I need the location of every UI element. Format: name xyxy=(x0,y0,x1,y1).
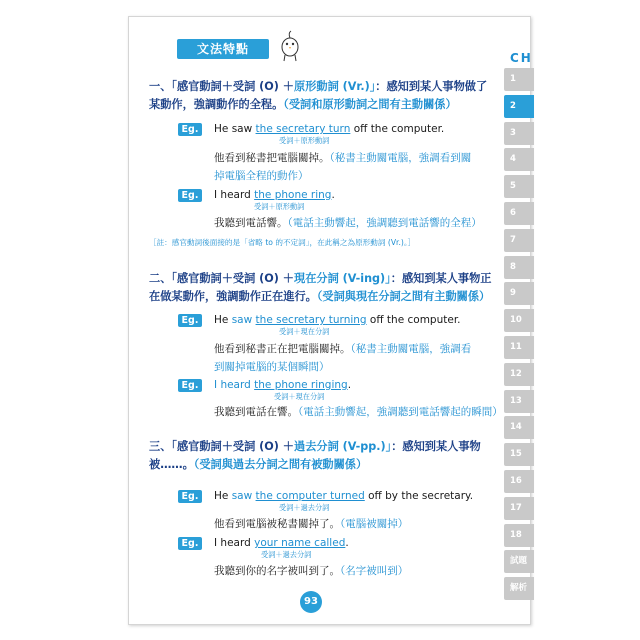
section-1-example-1-annotation: 受詞＋原形動詞 xyxy=(279,136,330,145)
chapter-tab-4[interactable]: 4 xyxy=(504,148,534,171)
section-3-example-2-english: I heard your name called. xyxy=(214,537,349,549)
eg-label: Eg. xyxy=(178,189,202,202)
chapter-tab-19[interactable]: 試題 xyxy=(504,550,534,573)
grammar-feature-badge: 文法特點 xyxy=(177,39,269,59)
chapter-tab-2[interactable]: 2 xyxy=(504,95,534,118)
chapter-tab-15[interactable]: 15 xyxy=(504,443,534,466)
chapter-tab-17[interactable]: 17 xyxy=(504,497,534,520)
section-3-heading-line-1: 三、「感官動詞＋受詞 (O) ＋過去分詞 (V-pp.)」：感知到某人事物 xyxy=(149,440,481,453)
chapter-tab-3[interactable]: 3 xyxy=(504,122,534,145)
section-2-heading-line-1: 二、「感官動詞＋受詞 (O) ＋現在分詞 (V-ing)」：感知到某人事物正 xyxy=(149,272,492,285)
chapter-tab-16[interactable]: 16 xyxy=(504,470,534,493)
chapter-tab-9[interactable]: 9 xyxy=(504,282,534,305)
section-1-example-2-english: I heard the phone ring. xyxy=(214,189,335,201)
section-1-example-2-chinese: 我聽到電話響。（電話主動響起，強調聽到電話響的全程） xyxy=(214,217,482,229)
section-1-example-1-english: He saw the secretary turn off the computer. xyxy=(214,123,445,135)
section-1-note: ［註：感官動詞後面接的是「省略 to 的不定詞」，在此稱之為原形動詞 (Vr.)。］ xyxy=(149,238,416,247)
section-3-example-1-annotation: 受詞＋過去分詞 xyxy=(279,503,330,512)
chapter-tab-11[interactable]: 11 xyxy=(504,336,534,359)
mascot-bird-icon xyxy=(276,29,304,63)
section-1-example-1-chinese-line-2: 掉電腦全程的動作） xyxy=(214,170,309,182)
section-3-example-2-chinese: 我聽到你的名字被叫到了。（名字被叫到） xyxy=(214,565,409,577)
section-1-example-2-annotation: 受詞＋原形動詞 xyxy=(254,202,305,211)
page-number: 93 xyxy=(300,591,322,613)
chapter-tab-12[interactable]: 12 xyxy=(504,363,534,386)
chapter-tab-13[interactable]: 13 xyxy=(504,390,534,413)
eg-label: Eg. xyxy=(178,490,202,503)
section-2-example-2-chinese: 我聽到電話在響。（電話主動響起，強調聽到電話響起的瞬間） xyxy=(214,406,503,418)
section-2-example-1-annotation: 受詞＋現在分詞 xyxy=(279,327,330,336)
eg-label: Eg. xyxy=(178,537,202,550)
eg-label: Eg. xyxy=(178,314,202,327)
chapter-tab-20[interactable]: 解析 xyxy=(504,577,534,600)
section-1-heading-line-1: 一、「感官動詞＋受詞 (O) ＋原形動詞 (Vr.)」：感知到某人事物做了 xyxy=(149,80,488,93)
section-1-example-1-chinese-line-1: 他看到秘書把電腦關掉。（秘書主動關電腦，強調看到關 xyxy=(214,152,472,164)
section-3-example-1-chinese: 他看到電腦被秘書關掉了。（電腦被關掉） xyxy=(214,518,409,530)
chapter-tab-14[interactable]: 14 xyxy=(504,416,534,439)
section-3-example-2-annotation: 受詞＋過去分詞 xyxy=(261,550,312,559)
section-2-heading-line-2: 在做某動作，強調動作正在進行。（受詞與現在分詞之間有主動關係） xyxy=(149,290,491,303)
section-2-example-1-chinese-line-2: 到關掉電腦的某個瞬間） xyxy=(214,361,330,373)
chapter-tab-6[interactable]: 6 xyxy=(504,202,534,225)
chapter-tab-8[interactable]: 8 xyxy=(504,256,534,279)
chapter-tab-10[interactable]: 10 xyxy=(504,309,534,332)
section-1-heading-line-2: 某動作，強調動作的全程。（受詞和原形動詞之間有主動關係） xyxy=(149,98,457,111)
section-2-example-2-english: I heard the phone ringing. xyxy=(214,379,352,391)
chapter-tab-1[interactable]: 1 xyxy=(504,68,534,91)
eg-label: Eg. xyxy=(178,123,202,136)
section-2-example-2-annotation: 受詞＋現在分詞 xyxy=(274,392,325,401)
chapter-tab-7[interactable]: 7 xyxy=(504,229,534,252)
section-2-example-1-chinese-line-1: 他看到秘書正在把電腦關掉。（秘書主動關電腦，強調看 xyxy=(214,343,472,355)
section-3-example-1-english: He saw the computer turned off by the secretary. xyxy=(214,490,474,502)
chapter-tab-5[interactable]: 5 xyxy=(504,175,534,198)
eg-label: Eg. xyxy=(178,379,202,392)
book-page xyxy=(128,16,531,625)
section-3-heading-line-2: 被……。（受詞與過去分詞之間有被動關係） xyxy=(149,458,368,471)
chapter-label: CH xyxy=(510,51,533,65)
section-2-example-1-english: He saw the secretary turning off the computer. xyxy=(214,314,461,326)
chapter-tab-18[interactable]: 18 xyxy=(504,524,534,547)
